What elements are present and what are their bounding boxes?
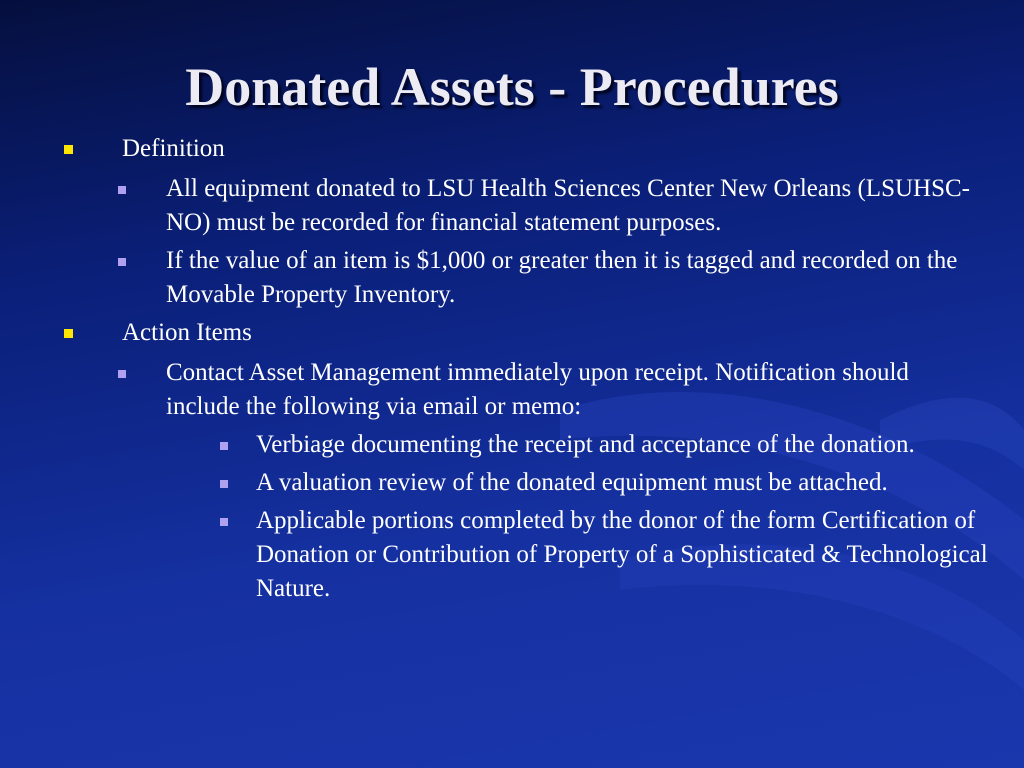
bullet-definition <box>58 134 988 164</box>
sub-bullet <box>106 244 988 312</box>
bullet-list <box>58 134 988 610</box>
sub-sub-bullet <box>208 504 988 606</box>
bullet-text: A valuation review of the donated equipment must be attached. <box>256 469 888 496</box>
square-bullet-icon <box>220 442 228 450</box>
sub-bullet <box>106 356 988 424</box>
bullet-text: Contact Asset Management immediately upon receipt. Notification should include the following via email or memo: <box>166 359 909 420</box>
bullet-text: Verbiage documenting the receipt and acceptance of the donation. <box>256 431 915 458</box>
sub-sub-bullet <box>208 466 988 500</box>
square-bullet-icon <box>220 518 228 526</box>
bullet-text: All equipment donated to LSU Health Sciences Center New Orleans (LSUHSC-NO) must be recorded for financial statement purposes. <box>166 175 970 236</box>
bullet-text: Action Items <box>122 319 252 346</box>
square-bullet-icon <box>220 480 228 488</box>
square-bullet-icon <box>118 186 126 194</box>
sub-sub-bullet <box>208 428 988 462</box>
bullet-text: If the value of an item is $1,000 or greater then it is tagged and recorded on the Movable Property Inventory. <box>166 247 958 308</box>
slide-title: Donated Assets - Procedures <box>185 57 839 117</box>
square-bullet-icon <box>64 329 73 338</box>
bullet-text: Applicable portions completed by the donor of the form Certification of Donation or Contribution of Property of a Sophisticated & Technological Nature. <box>256 507 988 602</box>
bullet-text: Definition <box>122 135 225 162</box>
square-bullet-icon <box>64 145 73 154</box>
square-bullet-icon <box>118 370 126 378</box>
square-bullet-icon <box>118 258 126 266</box>
sub-bullet <box>106 172 988 240</box>
bullet-action-items <box>58 318 988 348</box>
